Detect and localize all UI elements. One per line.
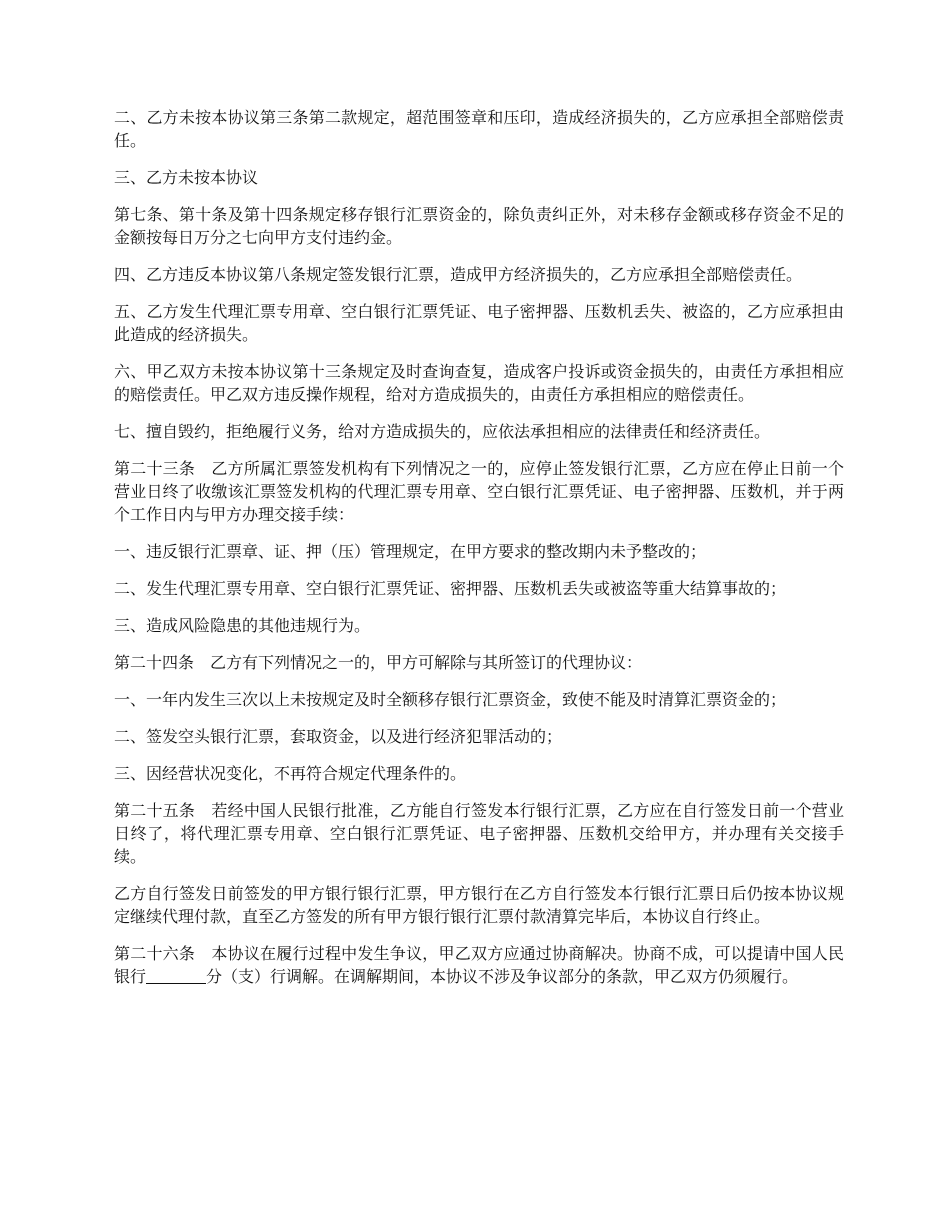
article-26-text-after-blank: 分（支）行调解。在调解期间，本协议不涉及争议部分的条款，甲乙双方仍须履行。 [206, 967, 799, 986]
document-page [114, 106, 844, 1002]
article-26 [114, 942, 844, 988]
article-24-item-2: 二、签发空头银行汇票，套取资金，以及进行经济犯罪活动的； [114, 727, 563, 746]
article-24-item-3: 三、因经营状况变化，不再符合规定代理条件的。 [114, 764, 467, 783]
fill-in-blank [146, 967, 206, 984]
article-23-item-2: 二、发生代理汇票专用章、空白银行汇票凭证、密押器、压数机丢失或被盗等重大结算事故的； [114, 579, 787, 598]
paragraph-6: 六、甲乙双方未按本协议第十三条规定及时查询查复，造成客户投诉或资金损失的，由责任方承担相应的赔偿责任。甲乙双方违反操作规程，给对方造成损失的，由责任方承担相应的赔偿责任。 [114, 362, 844, 404]
article-25: 第二十五条 若经中国人民银行批准，乙方能自行签发本行银行汇票，乙方应在自行签发日前一个营业日终了，将代理汇票专用章、空白银行汇票凭证、电子密押器、压数机交给甲方，并办理有关交接手续。 [114, 801, 844, 866]
paragraph-2: 三、乙方未按本协议 [114, 168, 259, 187]
paragraph-5: 五、乙方发生代理汇票专用章、空白银行汇票凭证、电子密押器、压数机丢失、被盗的，乙方应承担由此造成的经济损失。 [114, 302, 844, 344]
article-24-item-1: 一、一年内发生三次以上未按规定及时全额移存银行汇票资金，致使不能及时清算汇票资金的； [114, 690, 787, 709]
article-25-paragraph-2: 乙方自行签发日前签发的甲方银行银行汇票，甲方银行在乙方自行签发本行银行汇票日后仍按本协议规定继续代理付款，直至乙方签发的所有甲方银行银行汇票付款清算完毕后，本协议自行终止。 [114, 884, 844, 926]
paragraph-3: 第七条、第十条及第十四条规定移存银行汇票资金的，除负责纠正外，对未移存金额或移存资金不足的金额按每日万分之七向甲方支付违约金。 [114, 205, 844, 247]
article-24: 第二十四条 乙方有下列情况之一的，甲方可解除与其所签订的代理协议： [114, 653, 643, 672]
article-23-item-1: 一、违反银行汇票章、证、押（压）管理规定，在甲方要求的整改期内未予整改的； [114, 542, 707, 561]
article-23: 第二十三条 乙方所属汇票签发机构有下列情况之一的，应停止签发银行汇票，乙方应在停止日前一个营业日终了收缴该汇票签发机构的代理汇票专用章、空白银行汇票凭证、电子密押器、压数机，并于两个工作日内与甲方办理交接手续： [114, 459, 844, 524]
paragraph-4: 四、乙方违反本协议第八条规定签发银行汇票，造成甲方经济损失的，乙方应承担全部赔偿责任。 [114, 265, 803, 284]
article-26-text-before-blank: 第二十六条 本协议在履行过程中发生争议，甲乙双方应通过协商解决。协商不成，可以提请中国人民银行 [114, 944, 844, 986]
paragraph-1: 二、乙方未按本协议第三条第二款规定，超范围签章和压印，造成经济损失的，乙方应承担全部赔偿责任。 [114, 108, 844, 150]
paragraph-7: 七、擅自毁约，拒绝履行义务，给对方造成损失的，应依法承担相应的法律责任和经济责任。 [114, 422, 771, 441]
article-23-item-3: 三、造成风险隐患的其他违规行为。 [114, 616, 371, 635]
